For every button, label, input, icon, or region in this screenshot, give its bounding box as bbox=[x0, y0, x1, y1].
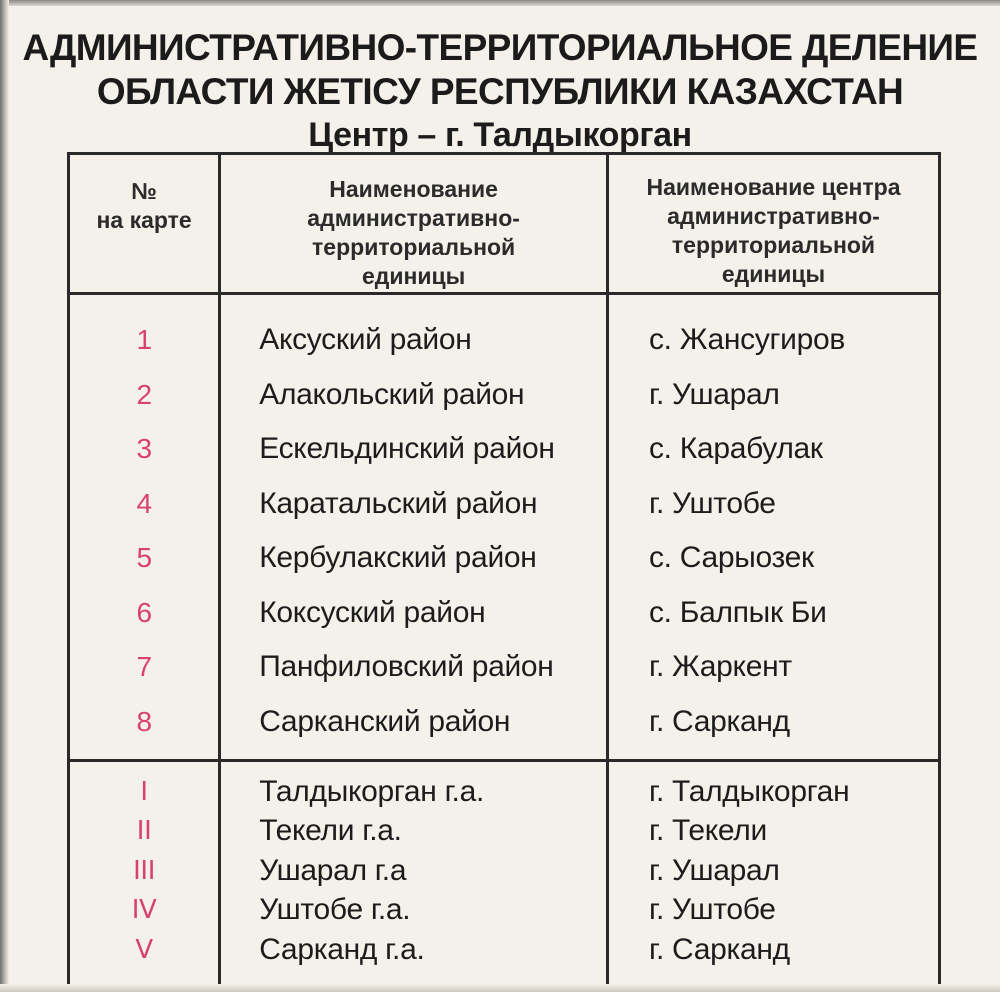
header-name-line: Наименование bbox=[329, 176, 498, 202]
table-row bbox=[69, 851, 940, 891]
map-number: I bbox=[69, 761, 220, 812]
page-bottom-edge bbox=[0, 984, 1000, 992]
document-title-block bbox=[20, 26, 980, 156]
unit-name: Коксуский район bbox=[220, 586, 608, 641]
map-number: 4 bbox=[69, 477, 220, 532]
unit-center: с. Карабулак bbox=[648, 432, 823, 466]
unit-center: с. Сарыозек bbox=[648, 541, 814, 575]
subtitle-center: Центр – г. Талдыкорган bbox=[308, 116, 692, 154]
page-left-edge bbox=[0, 0, 9, 992]
unit-center: г. Ушарал bbox=[648, 853, 780, 887]
table-row bbox=[69, 422, 940, 477]
header-unit-name bbox=[220, 154, 608, 294]
table-row bbox=[69, 294, 940, 368]
admin-division-table bbox=[67, 152, 941, 987]
header-unit-center bbox=[607, 154, 939, 294]
map-number: V bbox=[69, 930, 220, 985]
table-row bbox=[69, 531, 940, 586]
unit-name: Талдыкорган г.а. bbox=[220, 761, 608, 812]
header-center-line: Наименование центра bbox=[646, 174, 901, 200]
header-name-line: территориальной bbox=[312, 234, 516, 260]
unit-name: Сарканский район bbox=[220, 695, 608, 761]
table-row bbox=[69, 695, 940, 761]
map-number: 3 bbox=[69, 422, 220, 477]
map-number: 2 bbox=[69, 368, 220, 423]
map-number: IV bbox=[69, 891, 220, 931]
header-num-line: на карте bbox=[96, 207, 192, 233]
header-center-line: единицы bbox=[721, 261, 826, 287]
table-row bbox=[69, 891, 940, 931]
unit-name: Аксуский район bbox=[220, 294, 608, 368]
unit-center: г. Уштобе bbox=[648, 893, 776, 927]
header-num-line: № bbox=[131, 178, 157, 204]
unit-name: Уштобе г.а. bbox=[220, 891, 608, 931]
header-center-line: административно- bbox=[667, 203, 880, 229]
table-row bbox=[69, 761, 940, 812]
unit-center: г. Талдыкорган bbox=[607, 761, 939, 812]
unit-center: г. Текели bbox=[648, 814, 767, 848]
header-name-line: административно- bbox=[307, 205, 520, 231]
page-top-edge bbox=[0, 0, 1000, 6]
unit-center: с. Балпык Би bbox=[648, 595, 827, 629]
table-row bbox=[69, 640, 940, 695]
map-number: 6 bbox=[69, 586, 220, 641]
header-center-line: территориальной bbox=[671, 232, 876, 258]
unit-center: с. Жансугиров bbox=[648, 323, 846, 357]
map-number: 5 bbox=[69, 531, 220, 586]
header-map-number bbox=[69, 154, 220, 294]
unit-center: г. Сарканд bbox=[648, 704, 790, 738]
unit-center: г. Ушарал bbox=[648, 377, 780, 411]
unit-center: г. Сарканд bbox=[648, 932, 790, 966]
unit-name: Ескельдинский район bbox=[220, 422, 608, 477]
unit-name: Текели г.а. bbox=[220, 812, 608, 852]
unit-name: Кербулакский район bbox=[220, 531, 608, 586]
header-name-line: единицы bbox=[361, 263, 466, 289]
unit-name: Каратальский район bbox=[220, 477, 608, 532]
table-row bbox=[69, 930, 940, 985]
map-number: 8 bbox=[69, 695, 220, 761]
table-row bbox=[69, 812, 940, 852]
map-number: III bbox=[69, 851, 220, 891]
unit-name: Сарканд г.а. bbox=[220, 930, 608, 985]
unit-name: Ушарал г.а bbox=[220, 851, 608, 891]
table-row bbox=[69, 477, 940, 532]
map-number: 7 bbox=[69, 640, 220, 695]
title-line-1: АДМИНИСТРАТИВНО-ТЕРРИТОРИАЛЬНОЕ ДЕЛЕНИЕ bbox=[22, 27, 978, 68]
table-row bbox=[69, 586, 940, 641]
unit-center: г. Жаркент bbox=[648, 650, 792, 684]
unit-center: г. Уштобе bbox=[648, 486, 776, 520]
map-number: II bbox=[69, 812, 220, 852]
unit-name: Алакольский район bbox=[220, 368, 608, 423]
table-header-row bbox=[69, 154, 940, 294]
title-line-2: ОБЛАСТИ ЖЕТІСУ РЕСПУБЛИКИ КАЗАХСТАН bbox=[96, 71, 904, 112]
table-row bbox=[69, 368, 940, 423]
unit-name: Панфиловский район bbox=[220, 640, 608, 695]
map-number: 1 bbox=[69, 294, 220, 368]
